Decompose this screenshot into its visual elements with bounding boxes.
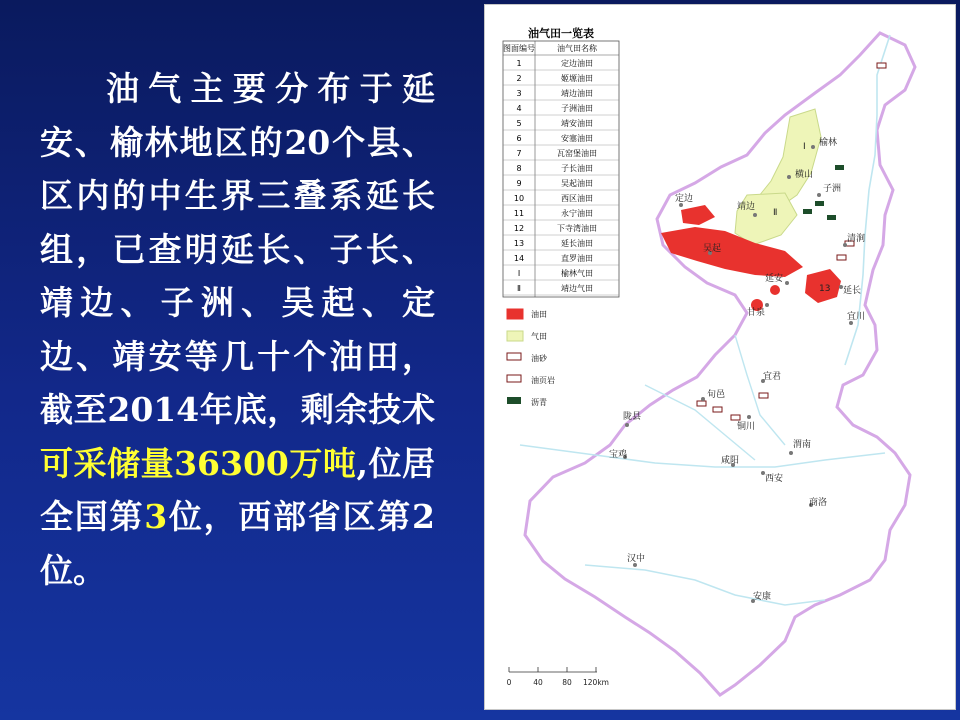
- city-xianyang: [721, 454, 739, 467]
- city-baoji: [609, 448, 627, 460]
- oil-sand-marker: [837, 255, 846, 260]
- svg-text:旬邑: 旬邑: [707, 390, 726, 400]
- asphalt-marker: [827, 215, 836, 220]
- svg-text:陇县: 陇县: [623, 412, 642, 422]
- svg-text:安康: 安康: [753, 592, 772, 602]
- city-shangluo: [809, 496, 827, 508]
- legend-row-name: 子洲油田: [561, 104, 593, 113]
- legend-row-no: 9: [516, 179, 522, 188]
- reserves-highlight: 可采储量36300万吨: [40, 443, 357, 483]
- legend-row-no: 14: [513, 254, 525, 263]
- asphalt-symbol: [507, 397, 521, 404]
- oil-field-label-13: 13: [819, 284, 831, 294]
- oil-shale-marker: [731, 415, 740, 420]
- symbol-legend-label: 气田: [531, 332, 547, 341]
- legend-row-no: Ⅰ: [517, 269, 521, 278]
- legend-row-no: 4: [516, 104, 522, 113]
- legend-row-name: 安塞油田: [561, 134, 593, 143]
- asphalt-marker: [835, 165, 844, 170]
- legend-row-no: 1: [516, 59, 522, 68]
- svg-text:甘泉: 甘泉: [747, 308, 766, 318]
- oil-field-spot: [770, 285, 780, 295]
- text-part-3: 位，西部省区第2位。: [40, 497, 435, 590]
- column-header-no: 图面编号: [503, 44, 535, 53]
- city-ankang: [751, 590, 771, 603]
- svg-text:子洲: 子洲: [823, 184, 842, 194]
- oil-gas-field-table: [503, 26, 619, 297]
- symbol-legend: [507, 309, 555, 407]
- symbol-legend-label: 油田: [531, 310, 547, 319]
- svg-text:延长: 延长: [843, 286, 862, 296]
- city-yijun: [761, 370, 781, 383]
- shaanxi-oil-gas-map: [485, 5, 955, 709]
- asphalt-marker: [815, 201, 824, 206]
- gas-field-swatch: [507, 331, 523, 341]
- legend-row-no: Ⅱ: [517, 284, 521, 293]
- symbol-legend-label: 沥青: [531, 398, 547, 407]
- scale-bar: [507, 667, 609, 687]
- column-header-name: 油气田名称: [557, 44, 597, 53]
- legend-row-name: 吴起油田: [561, 179, 593, 188]
- legend-row-no: 3: [516, 89, 522, 98]
- legend-row-name: 靖安油田: [561, 119, 593, 128]
- legend-row-no: 5: [516, 119, 522, 128]
- legend-row-no: 6: [516, 134, 522, 143]
- scale-tick-label: 120km: [583, 678, 609, 687]
- rank-highlight: 3: [144, 497, 168, 536]
- svg-text:定边: 定边: [675, 194, 694, 204]
- oil-shale-symbol: [507, 375, 521, 382]
- scale-tick-label: 80: [562, 678, 572, 687]
- map-panel: [484, 4, 956, 710]
- legend-row-no: 2: [516, 74, 522, 83]
- svg-text:宜川: 宜川: [847, 312, 866, 322]
- legend-row-name: 子长油田: [561, 164, 593, 173]
- legend-row-no: 8: [516, 164, 522, 173]
- svg-text:渭南: 渭南: [793, 440, 812, 450]
- legend-row-name: 定边油田: [561, 59, 593, 68]
- text-part-2: ,位居全国第: [40, 443, 435, 536]
- legend-row-name: 直罗油田: [561, 254, 593, 263]
- oil-sand-marker: [877, 63, 886, 68]
- legend-row-name: 西区油田: [561, 194, 593, 203]
- svg-text:汉中: 汉中: [627, 554, 646, 564]
- legend-row-name: 姬塬油田: [561, 74, 593, 83]
- legend-row-name: 永宁油田: [561, 209, 593, 218]
- legend-row-no: 11: [513, 209, 525, 218]
- svg-text:宝鸡: 宝鸡: [609, 450, 628, 460]
- scale-tick-label: 0: [506, 678, 512, 687]
- text-part-1: 油气主要分布于延安、榆林地区的20个县、区内的中生界三叠系延长组，已查明延长、子长、靖边、子洲、吴起、定边、靖安等几十个油田，截至2014年底，剩余技术: [40, 69, 435, 429]
- oil-sand-symbol: [507, 353, 521, 360]
- svg-text:清涧: 清涧: [847, 234, 866, 244]
- svg-text:西安: 西安: [765, 474, 784, 484]
- legend-row-no: 13: [513, 239, 525, 248]
- oil-shale-marker: [697, 401, 706, 406]
- oil-field-swatch: [507, 309, 523, 319]
- gas-field-label-1: Ⅰ: [803, 142, 806, 152]
- oil-shale-marker: [713, 407, 722, 412]
- legend-row-name: 瓦窑堡油田: [557, 149, 597, 158]
- svg-text:宜君: 宜君: [763, 372, 782, 382]
- body-paragraph: [40, 62, 435, 597]
- svg-text:咸阳: 咸阳: [721, 456, 740, 466]
- symbol-legend-label: 油页岩: [531, 376, 555, 385]
- legend-row-no: 7: [516, 149, 522, 158]
- legend-row-no: 12: [513, 224, 525, 233]
- gas-field-label-2: Ⅱ: [773, 208, 778, 218]
- svg-text:延安: 延安: [765, 274, 784, 284]
- asphalt-marker: [803, 209, 812, 214]
- legend-row-name: 下寺湾油田: [557, 224, 597, 233]
- legend-row-name: 榆林气田: [561, 269, 593, 278]
- slide-body-text: [40, 62, 435, 597]
- city-yanchang: [839, 284, 861, 296]
- svg-text:吴起: 吴起: [703, 244, 722, 254]
- city-wuqi: [703, 242, 721, 255]
- oil-shale-marker: [759, 393, 768, 398]
- svg-text:商洛: 商洛: [809, 498, 828, 508]
- symbol-legend-label: 油砂: [531, 354, 547, 363]
- svg-text:铜川: 铜川: [737, 422, 756, 432]
- legend-row-name: 靖边油田: [561, 89, 593, 98]
- legend-row-name: 靖边气田: [561, 284, 593, 293]
- scale-tick-label: 40: [533, 678, 543, 687]
- svg-text:榆林: 榆林: [819, 138, 838, 148]
- legend-row-name: 延长油田: [561, 239, 593, 248]
- svg-text:靖边: 靖边: [737, 202, 756, 212]
- svg-text:横山: 横山: [795, 170, 814, 180]
- legend-title: 油气田一览表: [528, 27, 594, 40]
- legend-row-no: 10: [513, 194, 525, 203]
